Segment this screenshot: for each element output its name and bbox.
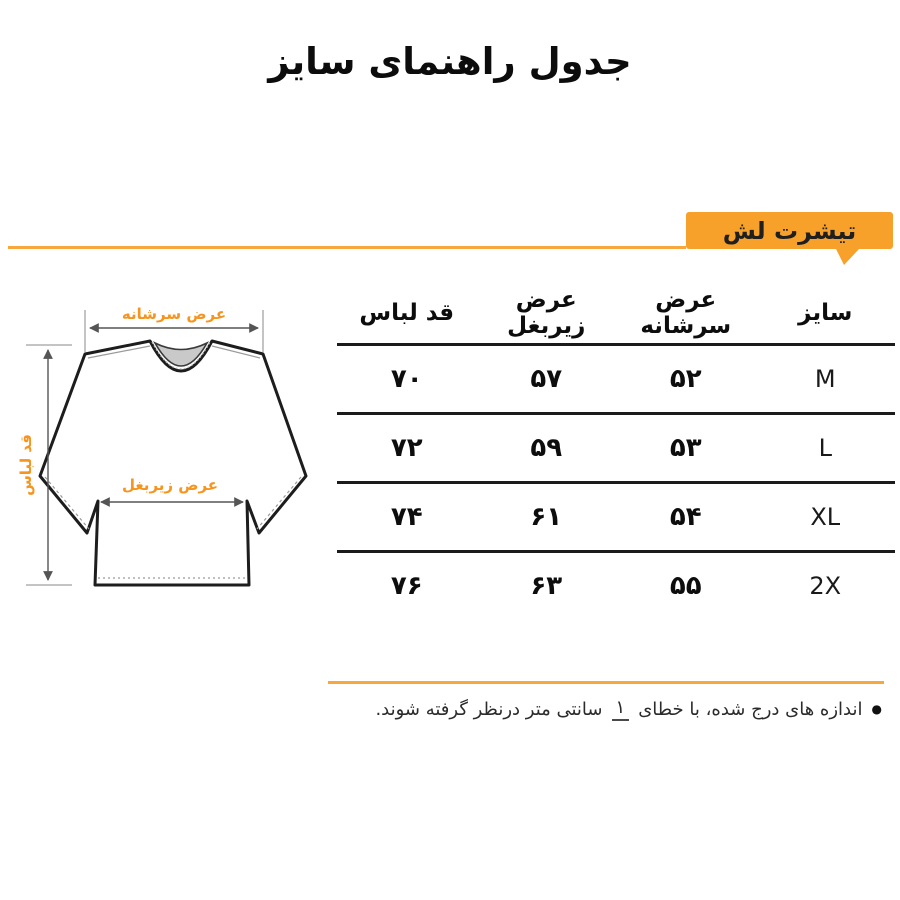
tshirt-graphic bbox=[40, 341, 306, 585]
footnote bbox=[375, 698, 882, 721]
cell-shoulder: ۵۳ bbox=[669, 433, 702, 463]
badge-underline bbox=[8, 246, 686, 249]
cell-length: ۷۰ bbox=[390, 364, 423, 394]
header-cell-shoulder: عرض سرشانه bbox=[640, 287, 732, 339]
cell-size: M bbox=[814, 365, 836, 393]
table-row bbox=[337, 550, 895, 619]
header-cell-underarm: عرض زیربغل bbox=[507, 287, 586, 339]
cell-size: 2X bbox=[809, 572, 842, 600]
cell-length: ۷۲ bbox=[390, 433, 423, 463]
table-row bbox=[337, 412, 895, 481]
footnote-divider bbox=[328, 681, 884, 684]
page-title: جدول راهنمای سایز bbox=[268, 40, 632, 83]
header-cell-size: سایز bbox=[798, 300, 853, 326]
tshirt-measurement-diagram bbox=[12, 288, 338, 628]
table-row bbox=[337, 481, 895, 550]
tshirt-outline bbox=[40, 341, 306, 585]
shoulder-width-measure bbox=[85, 305, 263, 352]
underarm-width-label: عرض زیربغل bbox=[121, 476, 219, 494]
footnote-text-start: اندازه های درج شده، با خطای bbox=[638, 698, 863, 720]
cell-underarm: ۶۱ bbox=[530, 502, 563, 532]
table-header-row bbox=[337, 283, 895, 343]
shoulder-width-label: عرض سرشانه bbox=[121, 305, 227, 323]
cell-underarm: ۵۹ bbox=[530, 433, 563, 463]
garment-length-label: قد لباس bbox=[17, 434, 35, 496]
cell-shoulder: ۵۴ bbox=[669, 502, 702, 532]
cell-underarm: ۶۳ bbox=[530, 571, 563, 601]
bullet-icon: ● bbox=[871, 702, 882, 717]
cell-size: L bbox=[818, 434, 832, 462]
footnote-tolerance-number: ۱ bbox=[612, 698, 630, 721]
table-row bbox=[337, 343, 895, 412]
product-badge-label: تیشرت لش bbox=[722, 216, 857, 245]
cell-length: ۷۶ bbox=[390, 571, 423, 601]
footnote-text-end: سانتی متر درنظر گرفته شوند. bbox=[375, 698, 603, 720]
cell-length: ۷۴ bbox=[390, 502, 423, 532]
product-badge bbox=[686, 212, 893, 249]
size-table bbox=[337, 283, 895, 619]
cell-size: XL bbox=[810, 503, 841, 531]
cell-shoulder: ۵۲ bbox=[669, 364, 702, 394]
header-cell-length: قد لباس bbox=[359, 300, 455, 326]
cell-underarm: ۵۷ bbox=[530, 364, 563, 394]
cell-shoulder: ۵۵ bbox=[669, 571, 702, 601]
badge-tail-pointer bbox=[836, 249, 859, 265]
